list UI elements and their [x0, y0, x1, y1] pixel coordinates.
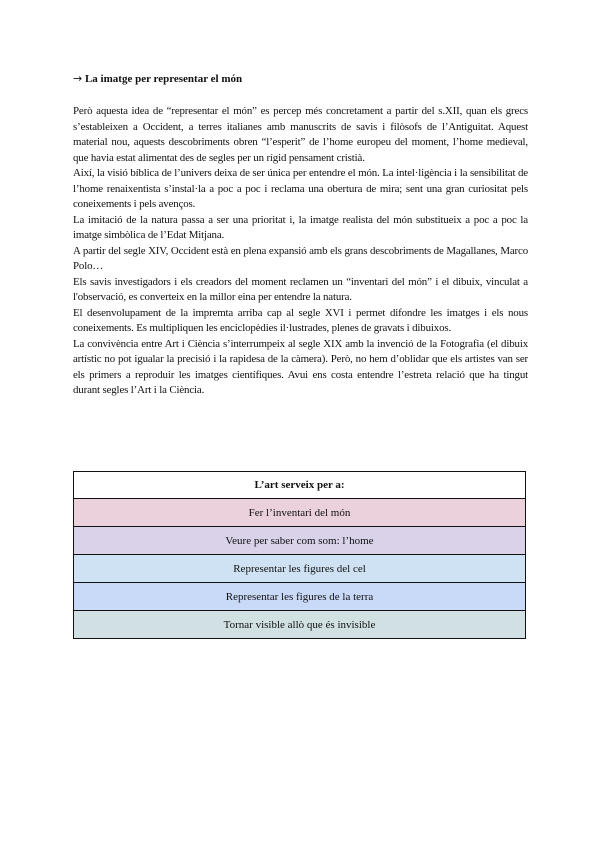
paragraph: A partir del segle XIV, Occident està en plena expansió amb els grans descobriments de Magallanes, Marco Polo…: [73, 244, 528, 272]
paragraph: Però aquesta idea de “representar el món” es percep més concretament a partir del s.XII, quan els grecs s’estableixen a Occident, a terres italianes amb manuscrits de savis i filòsofs de l’Antiguitat. Aquest material nou, aquests descobriments obren “l’esperit” de l’home europeu del moment, l’home medieval, que havia estat alimentat des de segles per un rígid pensament cristià.: [73, 105, 528, 164]
section-heading: [73, 72, 528, 86]
document-page: [73, 72, 528, 399]
table-row: Tornar visible allò que és invisible: [74, 610, 525, 638]
paragraph: Així, la visió bíblica de l’univers deixa de ser única per entendre el món. La intel·ligència i la sensibilitat de l’home renaixentista s’instal·la a poc a poc i reclama una obertura de mira; sent una gran curiositat pels coneixements i pels avenços.: [73, 167, 528, 210]
table-row: Representar les figures de la terra: [74, 582, 525, 610]
paragraph: El desenvolupament de la impremta arriba cap al segle XVI i permet difondre les imatges i els nous coneixements. Es multipliquen les enciclopèdies il·lustrades, plenes de gravats i dibuixos.: [73, 306, 528, 334]
art-purposes-table: [73, 471, 526, 639]
arrow-right-icon: →: [73, 72, 83, 85]
paragraph: Els savis investigadors i els creadors del moment reclamen un “inventari del món” i el dibuix, vinculat a l'observació, es converteix en la millor eina per entendre la natura.: [73, 275, 528, 303]
paragraph: La convivència entre Art i Ciència s’interrumpeix al segle XIX amb la invenció de la Fotografia (el dibuix artístic no pot igualar la precisió i la rapidesa de la càmera). Però, no hem d’oblidar que els artistes van ser els primers a reproduir les imatges científiques. Avui ens costa entendre l’estreta relació que ha tingut durant segles l’Art i la Ciència.: [73, 337, 528, 396]
table-row: Representar les figures del cel: [74, 554, 525, 582]
paragraph: La imitació de la natura passa a ser una prioritat i, la imatge realista del món substitueix a poc a poc la imatge simbòlica de l’Edat Mitjana.: [73, 213, 528, 241]
table-row: Fer l’inventari del món: [74, 498, 525, 526]
body-text: [73, 104, 528, 399]
table-row: Veure per saber com som: l’home: [74, 526, 525, 554]
table-header: L’art serveix per a:: [74, 472, 525, 498]
section-title: La imatge per representar el món: [84, 73, 243, 85]
